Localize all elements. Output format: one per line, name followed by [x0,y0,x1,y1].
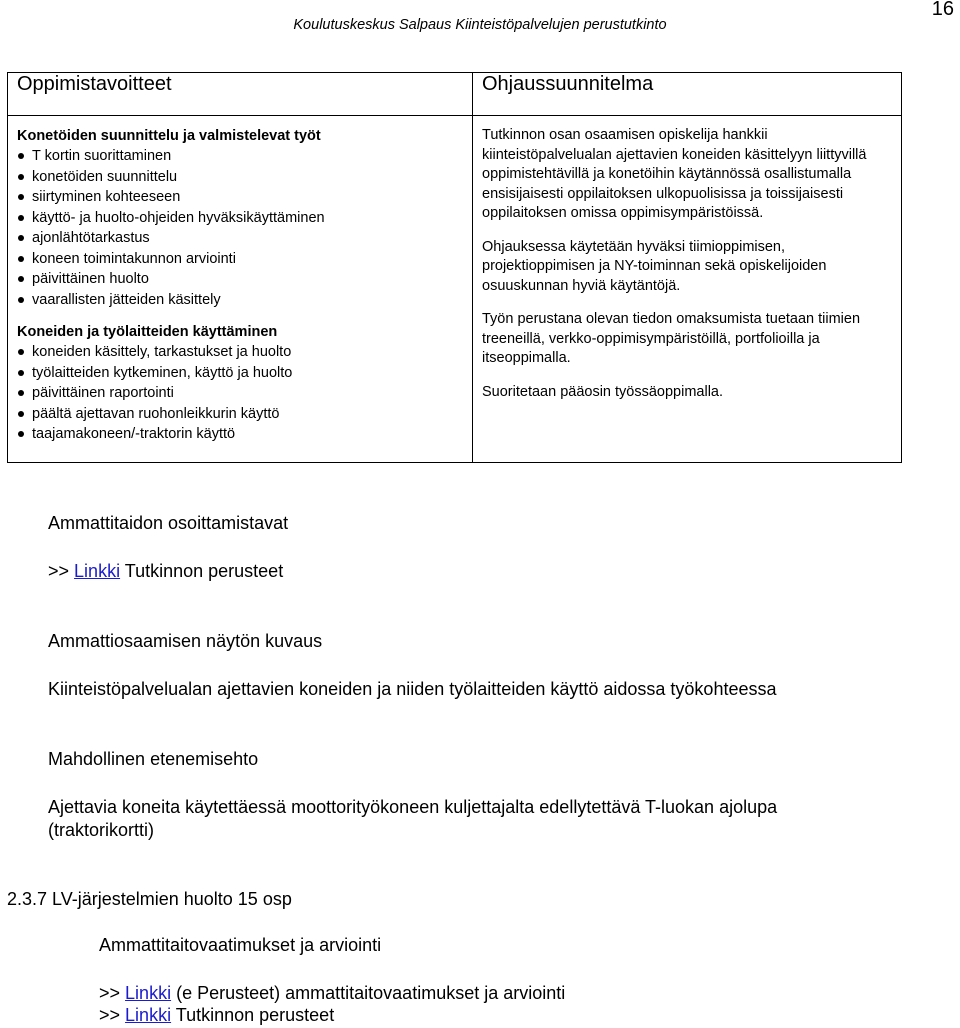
bullet-icon [18,256,24,262]
bullet-icon [18,390,24,396]
demo-link-line: >> Linkki Tutkinnon perusteet [48,561,284,581]
list-item: työlaitteiden kytkeminen, käyttö ja huolto [17,363,463,384]
prereq-text: Ajettavia koneita käytettäessä moottorityökoneen kuljettajalta edellytettävä T-luokan ajolupa [48,797,778,817]
demo-title: Ammattitaidon osoittamistavat [48,513,289,533]
section-title: Koneiden ja työlaitteiden käyttäminen [17,324,278,340]
list-item: käyttö- ja huolto-ohjeiden hyväksikäyttäminen [17,208,463,229]
objectives-table [7,72,902,463]
prereq-text-cont: (traktorikortti) [48,820,155,840]
link[interactable]: Linkki [74,561,121,581]
link-line: >> Linkki (e Perusteet) ammattitaitovaatimukset ja arviointi [99,983,566,1003]
link[interactable]: Linkki [125,1005,172,1025]
list-item: taajamakoneen/-traktorin käyttö [17,424,463,445]
bullet-icon [18,174,24,180]
running-header: Koulutuskeskus Salpaus Kiinteistöpalvelujen perustutkinto [293,17,667,33]
list-item: ajonlähtötarkastus [17,228,463,249]
objectives-cell [8,116,473,463]
guidance-paragraph: Suoritetaan pääosin työssäoppimalla. [482,383,724,400]
bullet-icon [18,215,24,221]
section-title: Konetöiden suunnittelu ja valmistelevat työt [17,128,321,144]
guidance-paragraph: Ohjauksessa käytetään hyväksi tiimioppimisen, projektioppimisen ja NY-toiminnan sekä opiskelijoiden osuuskunnan hyviä käytäntöjä. [482,238,827,294]
prereq-title: Mahdollinen etenemisehto [48,749,259,769]
bullet-icon [18,411,24,417]
exam-text: Kiinteistöpalvelualan ajettavien koneiden ja niiden työlaitteiden käyttö aidossa työkohteessa [48,679,777,699]
list-item: konetöiden suunnittelu [17,167,463,188]
bullet-icon [18,276,24,282]
list-item: koneen toimintakunnon arviointi [17,249,463,270]
bullet-icon [18,194,24,200]
bullet-icon [18,431,24,437]
bullet-icon [18,235,24,241]
page-number: 16 [931,0,954,20]
link-line: >> Linkki Tutkinnon perusteet [99,1005,335,1025]
list-item: päivittäinen huolto [17,269,463,290]
section-heading: 2.3.7 LV-järjestelmien huolto 15 osp [7,889,292,909]
bullet-icon [18,153,24,159]
list-item: päivittäinen raportointi [17,383,463,404]
list-item: T kortin suorittaminen [17,146,463,167]
guidance-cell [473,116,902,463]
list-item: siirtyminen kohteeseen [17,187,463,208]
link[interactable]: Linkki [125,983,172,1003]
heading-guidance-plan: Ohjaussuunnitelma [473,73,902,116]
objective-list [17,146,463,310]
objective-list [17,342,463,445]
bullet-icon [18,370,24,376]
list-item: koneiden käsittely, tarkastukset ja huolto [17,342,463,363]
bullet-icon [18,349,24,355]
list-item: päältä ajettavan ruohonleikkurin käyttö [17,404,463,425]
exam-title: Ammattiosaamisen näytön kuvaus [48,631,323,651]
subsection-heading: Ammattitaitovaatimukset ja arviointi [99,935,382,955]
guidance-paragraph: Tutkinnon osan osaamisen opiskelija hankkii kiinteistöpalvelualan ajettavien koneiden käsittelyyn liittyvillä oppimistehtävillä ja konetöihin käytännössä osallistumalla ensisijaisesti oppilaitoksen ulkopuolisissa ja toissijaisesti oppilaitoksen omissa oppimisympäristöissä. [482,127,867,221]
bullet-icon [18,297,24,303]
heading-learning-objectives: Oppimistavoitteet [8,73,473,116]
list-item: vaarallisten jätteiden käsittely [17,290,463,311]
guidance-paragraph: Työn perustana olevan tiedon omaksumista tuetaan tiimien treeneillä, verkko-oppimisympäristöillä, portfolioilla ja itseoppimalla. [482,311,861,366]
